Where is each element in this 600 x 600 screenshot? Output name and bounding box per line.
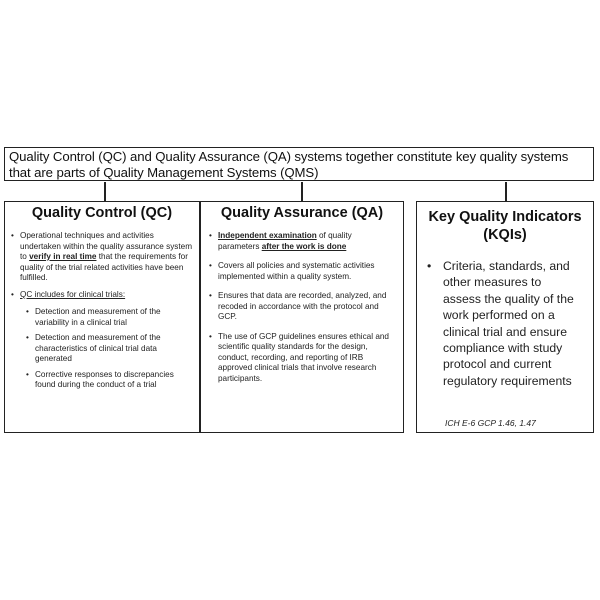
kqi-title: Key Quality Indicators (KQIs) [428, 209, 582, 243]
qc-title: Quality Control (QC) [31, 205, 173, 221]
qc-sub-list [35, 307, 193, 391]
qa-title: Quality Assurance (QA) [220, 205, 384, 221]
qc-item-definition: • Operational techniques and activities undertaken within the quality assurance system to verify in real time that the requirements for quality of the trial related activities have been fulfilled. [20, 231, 193, 284]
kqi-box [416, 201, 594, 433]
qc-sub-item: • Detection and measurement of the variability in a clinical trial [35, 307, 193, 328]
kqi-item: • Criteria, standards, and other measures to assess the quality of the work performed on a clinical trial and ensure compliance with study protocol and current regulatory requirements [443, 258, 581, 389]
header-box [4, 147, 594, 181]
qc-emphasis: verify in real time [29, 252, 97, 261]
qc-list [20, 231, 193, 391]
qc-sub-item: • Detection and measurement of the characteristics of clinical trial data generated [35, 333, 193, 365]
qa-box [200, 201, 404, 433]
qa-item: • Independent examination of quality parameters after the work is done [218, 231, 393, 252]
connector-kqi [505, 182, 507, 202]
qa-item: • The use of GCP guidelines ensures ethical and scientific quality standards for the design, conduct, recording, and reporting of IRB approved clinical trials that involve research participants. [218, 332, 393, 385]
header-line-2: that are parts of Quality Management Systems (QMS) [9, 165, 319, 180]
qa-item: • Covers all policies and systematic activities implemented within a quality system. [218, 261, 393, 282]
kqi-list [443, 258, 581, 389]
qa-list [218, 231, 393, 384]
reference-note: ICH E-6 GCP 1.46, 1.47 [445, 418, 536, 428]
qc-item-includes: • QC includes for clinical trials: • Detection and measurement of the variability in a clinical trial • Detection and measurement of the characteristics of clinical trial data generated • Corrective responses to discrepancies found during the conduct of a trial [20, 290, 193, 391]
qc-sub-item: • Corrective responses to discrepancies found during the conduct of a trial [35, 370, 193, 391]
connector-qc [104, 182, 106, 202]
qa-item: • Ensures that data are recorded, analyzed, and recoded in accordance with the protocol and GCP. [218, 291, 393, 323]
connector-qa [301, 182, 303, 202]
qc-box [4, 201, 200, 433]
header-line-1: Quality Control (QC) and Quality Assurance (QA) systems together constitute key quality systems [9, 149, 569, 164]
